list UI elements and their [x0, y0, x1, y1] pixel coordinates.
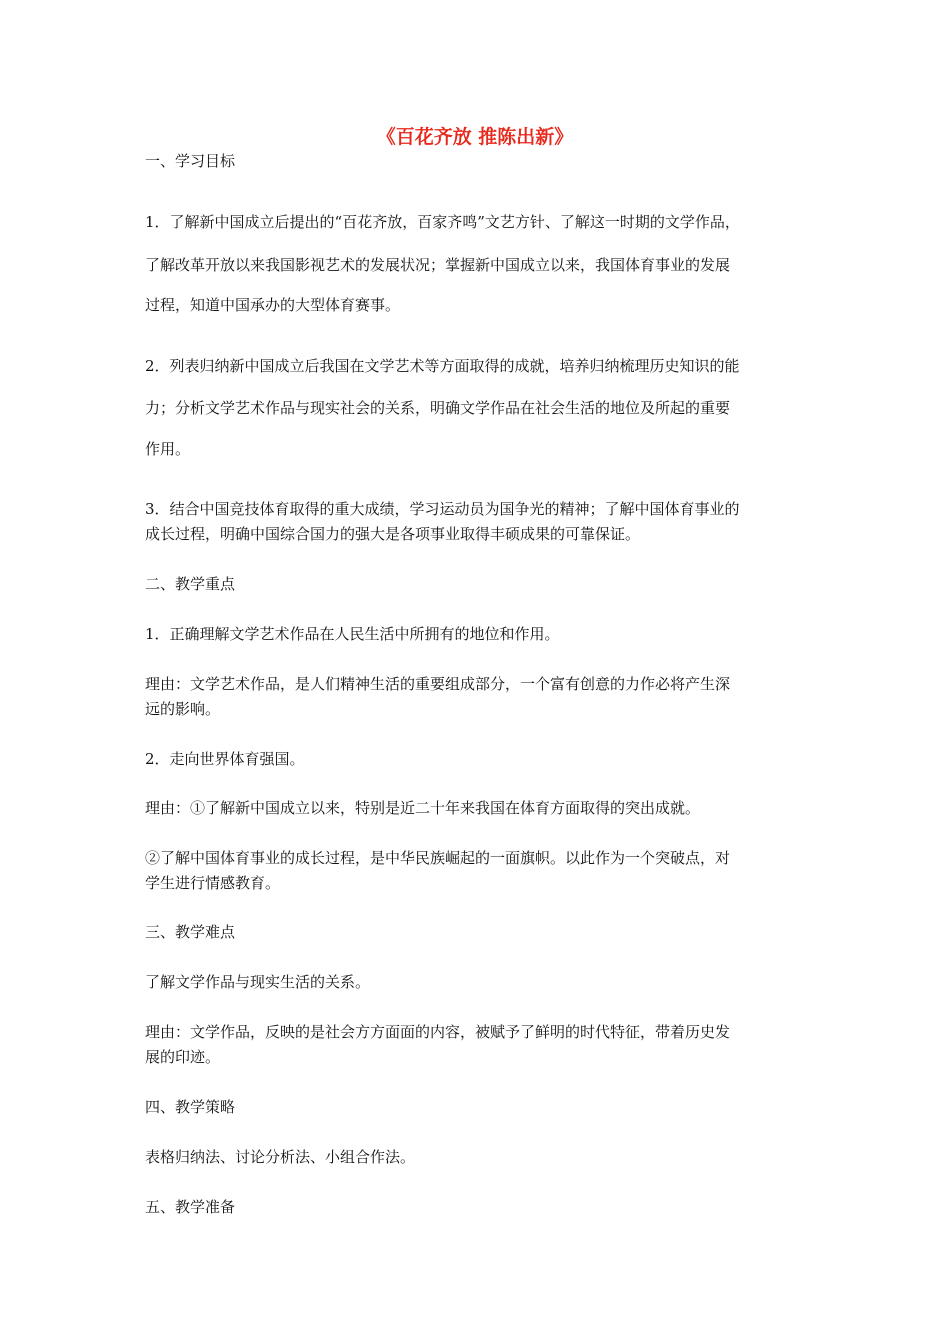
paragraph-line: 1．了解新中国成立后提出的“百花齐放，百家齐鸣”文艺方针、了解这一时期的文学作品，: [145, 213, 740, 231]
paragraph-line: 理由：文学作品，反映的是社会方方面面的内容，被赋予了鲜明的时代特征，带着历史发: [145, 1023, 731, 1041]
paragraph-line: 理由：①了解新中国成立以来，特别是近二十年来我国在体育方面取得的突出成就。: [145, 799, 701, 817]
paragraph-line: 2．走向世界体育强国。: [145, 750, 305, 768]
section-heading-preparation: 五、教学准备: [145, 1198, 236, 1216]
paragraph-line: 展的印迹。: [145, 1048, 221, 1066]
paragraph-line: 过程，知道中国承办的大型体育赛事。: [145, 296, 401, 314]
paragraph-line: 远的影响。: [145, 700, 221, 718]
paragraph-line: 学生进行情感教育。: [145, 874, 281, 892]
paragraph-line: 了解改革开放以来我国影视艺术的发展状况；掌握新中国成立以来，我国体育事业的发展: [145, 256, 731, 274]
paragraph-line: 2．列表归纳新中国成立后我国在文学艺术等方面取得的成就，培养归纳梳理历史知识的能: [145, 357, 740, 375]
paragraph-line: 理由：文学艺术作品，是人们精神生活的重要组成部分，一个富有创意的力作必将产生深: [145, 675, 731, 693]
paragraph-line: 1．正确理解文学艺术作品在人民生活中所拥有的地位和作用。: [145, 625, 560, 643]
paragraph-line: 3．结合中国竞技体育取得的重大成绩，学习运动员为国争光的精神；了解中国体育事业的: [145, 500, 740, 518]
section-heading-difficulties: 三、教学难点: [145, 923, 236, 941]
paragraph-line: 了解文学作品与现实生活的关系。: [145, 973, 371, 991]
paragraph-line: 力；分析文学艺术作品与现实社会的关系，明确文学作品在社会生活的地位及所起的重要: [145, 399, 731, 417]
paragraph-line: 表格归纳法、讨论分析法、小组合作法。: [145, 1148, 416, 1166]
paragraph-line: ②了解中国体育事业的成长过程，是中华民族崛起的一面旗帜。以此作为一个突破点，对: [145, 849, 731, 867]
section-heading-learning-goals: 一、学习目标: [145, 152, 236, 170]
paragraph-line: 成长过程，明确中国综合国力的强大是各项事业取得丰硕成果的可靠保证。: [145, 525, 641, 543]
section-heading-key-points: 二、教学重点: [145, 575, 236, 593]
paragraph-line: 作用。: [145, 440, 191, 458]
section-heading-strategies: 四、教学策略: [145, 1098, 236, 1116]
document-title: 《百花齐放 推陈出新》: [376, 126, 574, 148]
